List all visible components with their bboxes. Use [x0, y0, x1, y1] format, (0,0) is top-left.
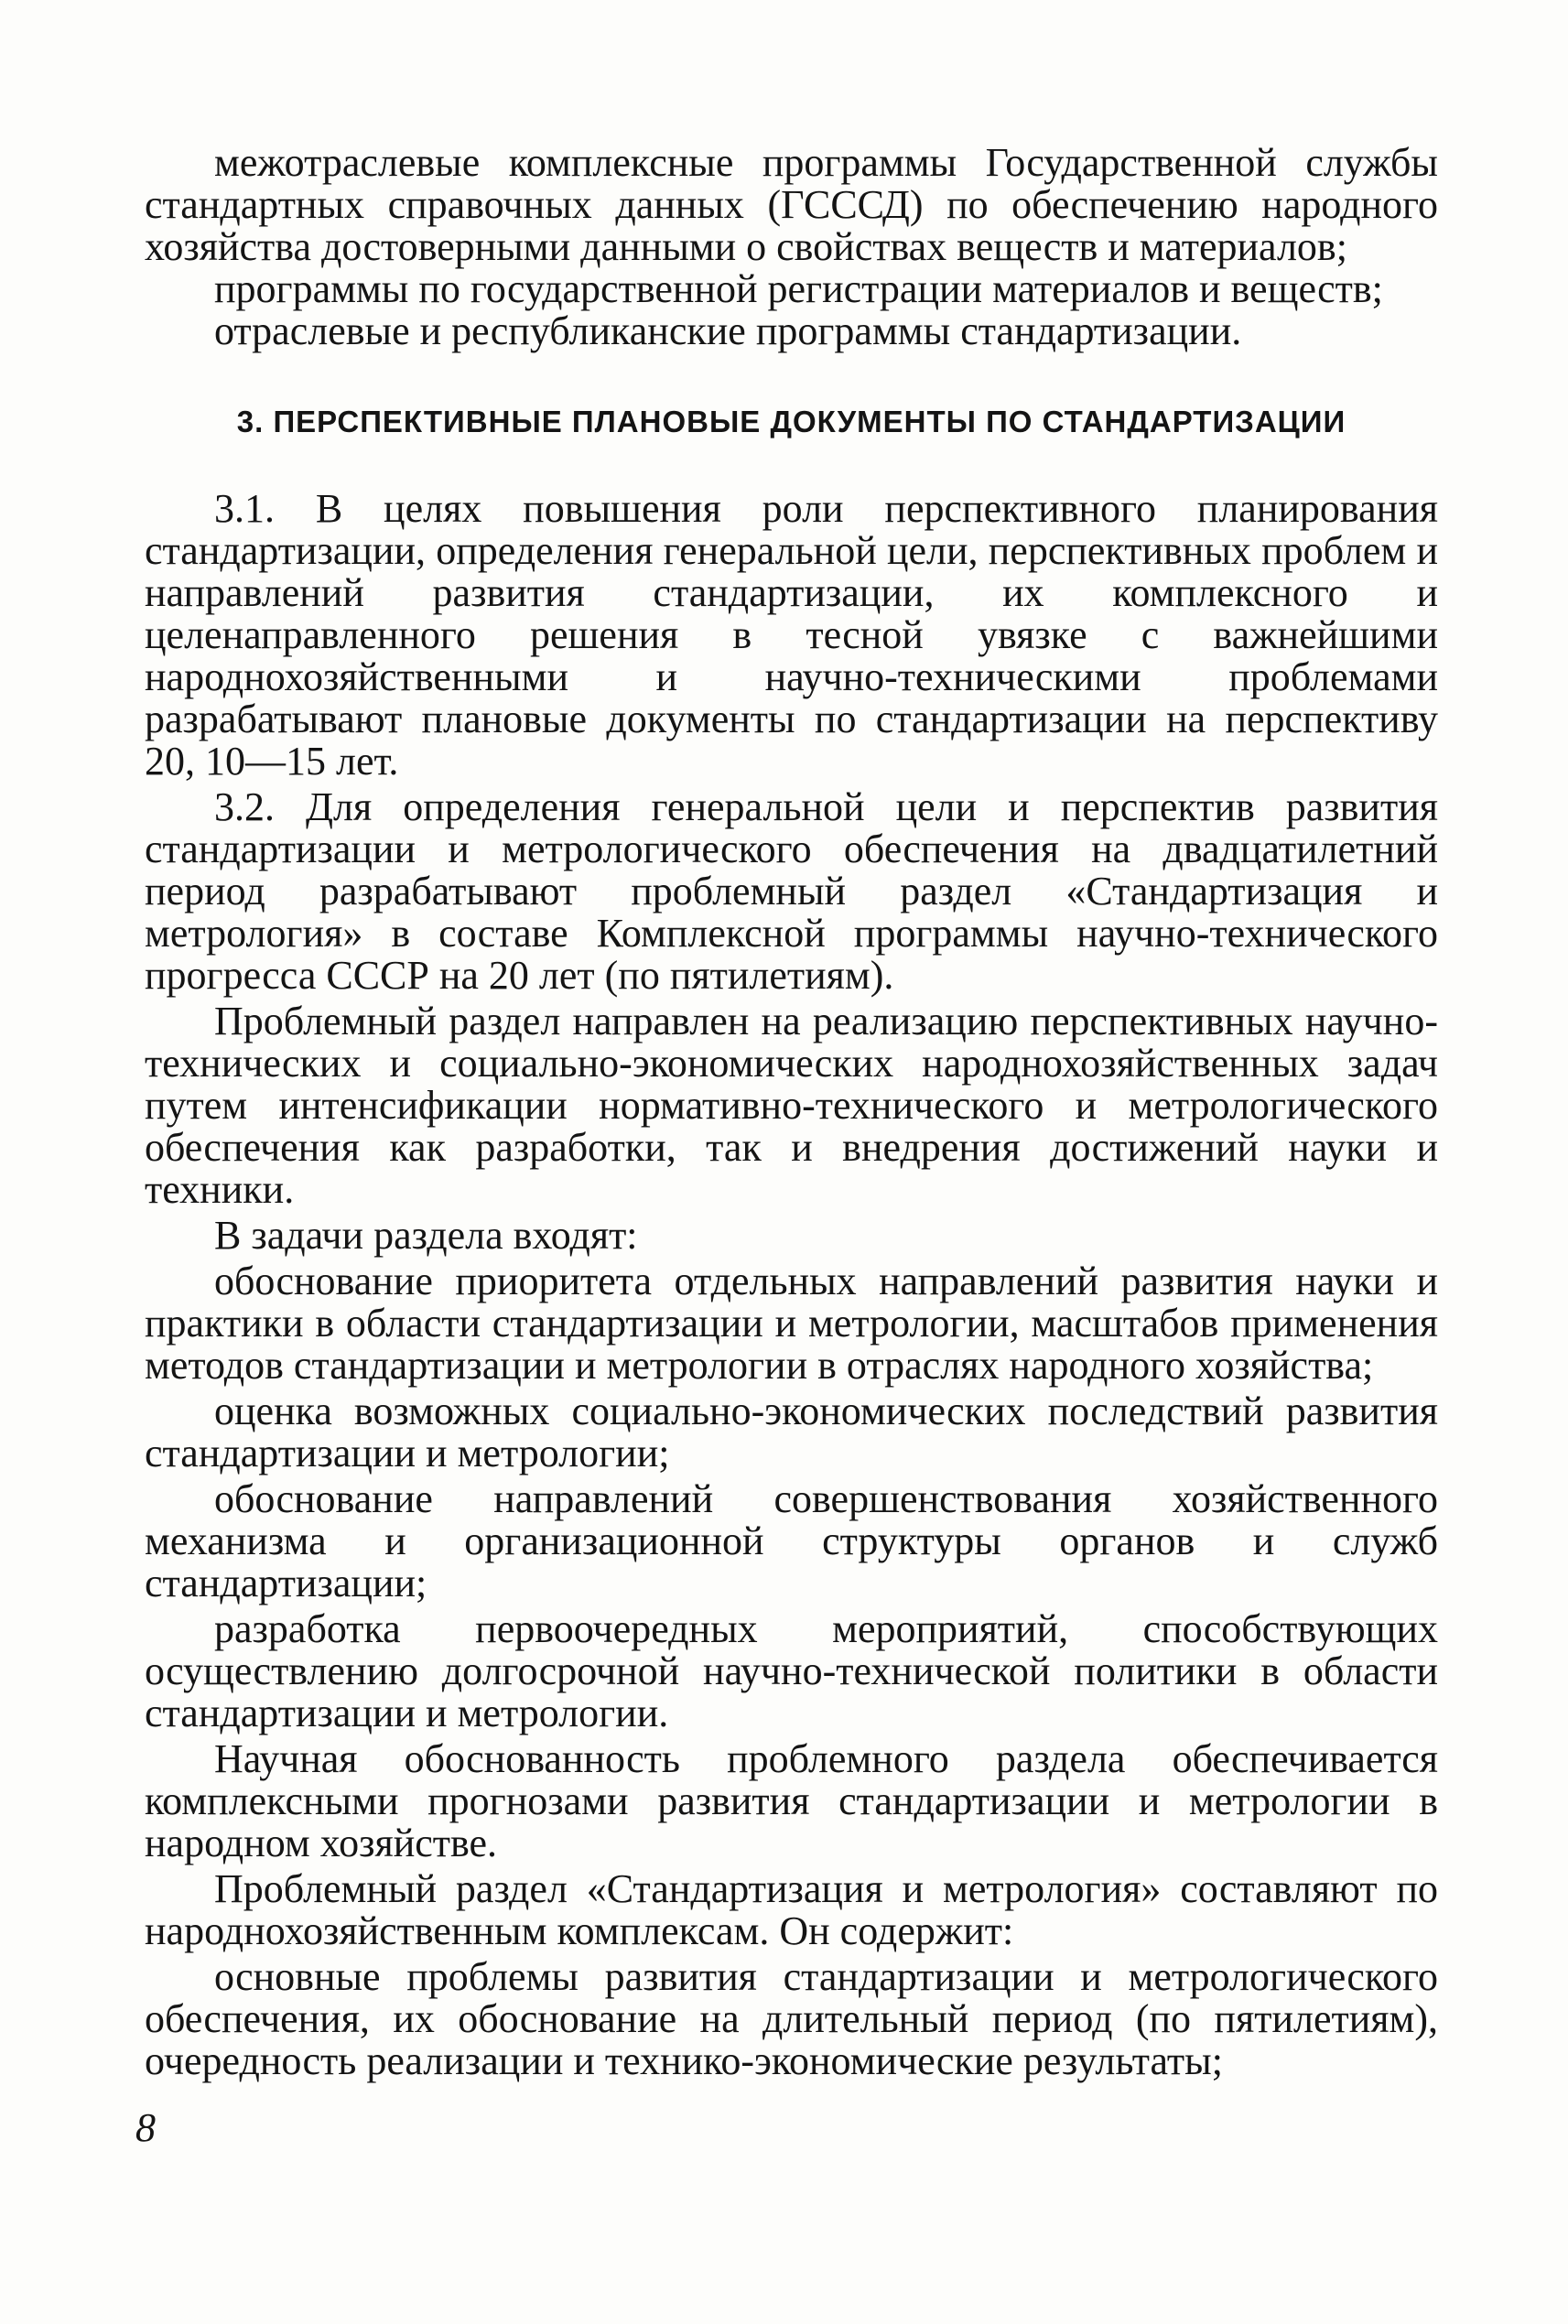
- list-item: обоснование приоритета отдельных направлений развития науки и практики в области стандартизации и метрологии, масштабов применения методов стандартизации и метрологии в отраслях народного хозяйства;: [145, 1259, 1438, 1388]
- list-item: разработка первоочередных мероприятий, способствующих осуществлению долгосрочной научно-технической политики в области стандартизации и метрологии.: [145, 1606, 1438, 1735]
- page-body: [145, 142, 1438, 2086]
- paragraph: межотраслевые комплексные программы Государственной службы стандартных справочных данных (ГСССД) по обеспечению народного хозяйства достоверными данными о свойствах веществ и материалов;: [145, 140, 1438, 269]
- list-item: оценка возможных социально-экономических последствий развития стандартизации и метрологии;: [145, 1389, 1438, 1475]
- paragraph: 3.2. Для определения генеральной цели и перспектив развития стандартизации и метрологического обеспечения на двадцатилетний период разрабатывают проблемный раздел «Стандартизация и метрология» в составе Комплексной программы научно-технического прогресса СССР на 20 лет (по пятилетиям).: [145, 784, 1438, 998]
- paragraph: Проблемный раздел направлен на реализацию перспективных научно-технических и социально-экономических народнохозяйственных задач путем интенсификации нормативно-технического и метрологического обеспечения как разработки, так и внедрения достижений науки и техники.: [145, 999, 1438, 1212]
- list-item: обоснование направлений совершенствования хозяйственного механизма и организационной структуры органов и служб стандартизации;: [145, 1476, 1438, 1605]
- list-item: основные проблемы развития стандартизации и метрологического обеспечения, их обоснование на длительный период (по пятилетиям), очередность реализации и технико-экономические результаты;: [145, 1954, 1438, 2083]
- section-heading: 3. ПЕРСПЕКТИВНЫЕ ПЛАНОВЫЕ ДОКУМЕНТЫ ПО СТАНДАРТИЗАЦИИ: [236, 405, 1346, 438]
- paragraph: отраслевые и республиканские программы стандартизации.: [214, 308, 1242, 353]
- paragraph: В задачи раздела входят:: [214, 1213, 638, 1258]
- page-number: 8: [135, 2105, 156, 2150]
- paragraph: программы по государственной регистрации материалов и веществ;: [214, 266, 1383, 311]
- paragraph: 3.1. В целях повышения роли перспективного планирования стандартизации, определения генеральной цели, перспективных проблем и направлений развития стандартизации, их комплексного и целенаправленного решения в тесной увязке с важнейшими народнохозяйственными и научно-техническими проблемами разрабатывают плановые документы по стандартизации на перспективу 20, 10—15 лет.: [145, 486, 1438, 784]
- paragraph: Научная обоснованность проблемного раздела обеспечивается комплексными прогнозами развития стандартизации и метрологии в народном хозяйстве.: [145, 1736, 1438, 1865]
- paragraph: Проблемный раздел «Стандартизация и метрология» составляют по народнохозяйственным комплексам. Он содержит:: [145, 1866, 1438, 1953]
